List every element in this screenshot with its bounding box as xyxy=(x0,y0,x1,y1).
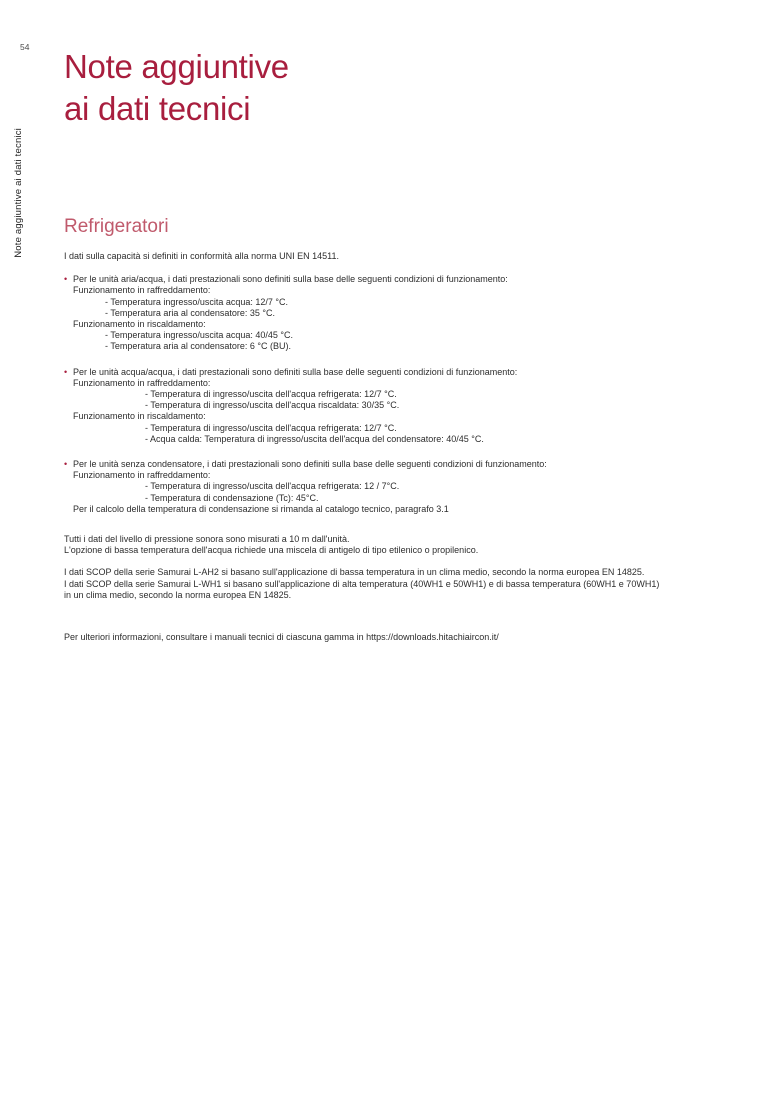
bullet-icon: • xyxy=(64,366,68,377)
condition-line: Funzionamento in riscaldamento: xyxy=(73,411,206,422)
bullet-lead: Per le unità acqua/acqua, i dati prestazionali sono definiti sulla base delle seguenti condizioni di funzionamento: xyxy=(73,366,518,377)
condition-line: - Acqua calda: Temperatura di ingresso/uscita dell'acqua del condensatore: 40/45 °C. xyxy=(145,433,484,444)
condition-line: Funzionamento in raffreddamento: xyxy=(73,285,211,296)
sound-pressure-note xyxy=(64,534,660,556)
bullet-item-acqua-acqua xyxy=(64,367,660,445)
condition-line: - Temperatura di ingresso/uscita dell'acqua refrigerata: 12/7 °C. xyxy=(145,389,397,400)
scop-note xyxy=(64,567,660,601)
page-title-line1: Note aggiuntive xyxy=(64,48,289,85)
bullet-item-senza-condensatore xyxy=(64,459,660,515)
condition-line: - Temperatura aria al condensatore: 6 °C (BU). xyxy=(105,341,292,352)
note-line: I dati SCOP della serie Samurai L-AH2 si basano sull'applicazione di bassa temperatura in un clima medio, secondo la norma europea EN 14825. xyxy=(64,567,645,578)
intro-paragraph: I dati sulla capacità si definiti in conformità alla norma UNI EN 14511. xyxy=(64,251,339,261)
sidebar-vertical-label: Note aggiuntive ai dati tecnici xyxy=(13,128,24,258)
bullet-lead: Per le unità senza condensatore, i dati prestazionali sono definiti sulla base delle seguenti condizioni di funzionamento: xyxy=(73,459,547,470)
note-line: I dati SCOP della serie Samurai L-WH1 si basano sull'applicazione di alta temperatura (40WH1 e 50WH1) e di bassa temperatura (60WH1 e 70WH1) xyxy=(64,578,660,589)
note-line: in un clima medio, secondo la norma europea EN 14825. xyxy=(64,589,292,600)
condition-line: - Temperatura ingresso/uscita acqua: 40/45 °C. xyxy=(105,330,294,341)
page-title-line2: ai dati tecnici xyxy=(64,90,251,127)
condition-line: Funzionamento in raffreddamento: xyxy=(73,470,211,481)
condition-line: Per il calcolo della temperatura di condensazione si rimanda al catalogo tecnico, paragrafo 3.1 xyxy=(73,503,449,514)
bullet-icon: • xyxy=(64,274,68,285)
bullet-body xyxy=(73,459,660,515)
bullet-body xyxy=(73,274,660,352)
condition-line: Funzionamento in riscaldamento: xyxy=(73,319,206,330)
page-title xyxy=(64,46,660,130)
condition-line: - Temperatura di condensazione (Tc): 45°C. xyxy=(145,492,319,503)
condition-line: - Temperatura ingresso/uscita acqua: 12/7 °C. xyxy=(105,296,289,307)
bullet-body xyxy=(73,367,660,445)
bullet-icon: • xyxy=(64,459,68,470)
further-info-note: Per ulteriori informazioni, consultare i manuali tecnici di ciascuna gamma in https://downloads.hitachiaircon.it/ xyxy=(64,632,499,643)
condition-line: - Temperatura di ingresso/uscita dell'acqua refrigerata: 12 / 7°C. xyxy=(145,481,400,492)
bullet-item-aria-acqua xyxy=(64,274,660,352)
note-line: L'opzione di bassa temperatura dell'acqua richiede una miscela di antigelo di tipo etilenico o propilenico. xyxy=(64,545,479,556)
note-line: Tutti i dati del livello di pressione sonora sono misurati a 10 m dall'unità. xyxy=(64,534,350,545)
section-heading: Refrigeratori xyxy=(64,216,169,237)
page-content xyxy=(64,46,660,643)
page-number: 54 xyxy=(20,42,30,52)
condition-line: - Temperatura aria al condensatore: 35 °C. xyxy=(105,307,276,318)
bullet-lead: Per le unità aria/acqua, i dati prestazionali sono definiti sulla base delle seguenti condizioni di funzionamento: xyxy=(73,274,508,285)
condition-line: - Temperatura di ingresso/uscita dell'acqua refrigerata: 12/7 °C. xyxy=(145,422,397,433)
condition-line: - Temperatura di ingresso/uscita dell'acqua riscaldata: 30/35 °C. xyxy=(145,400,400,411)
condition-line: Funzionamento in raffreddamento: xyxy=(73,377,211,388)
